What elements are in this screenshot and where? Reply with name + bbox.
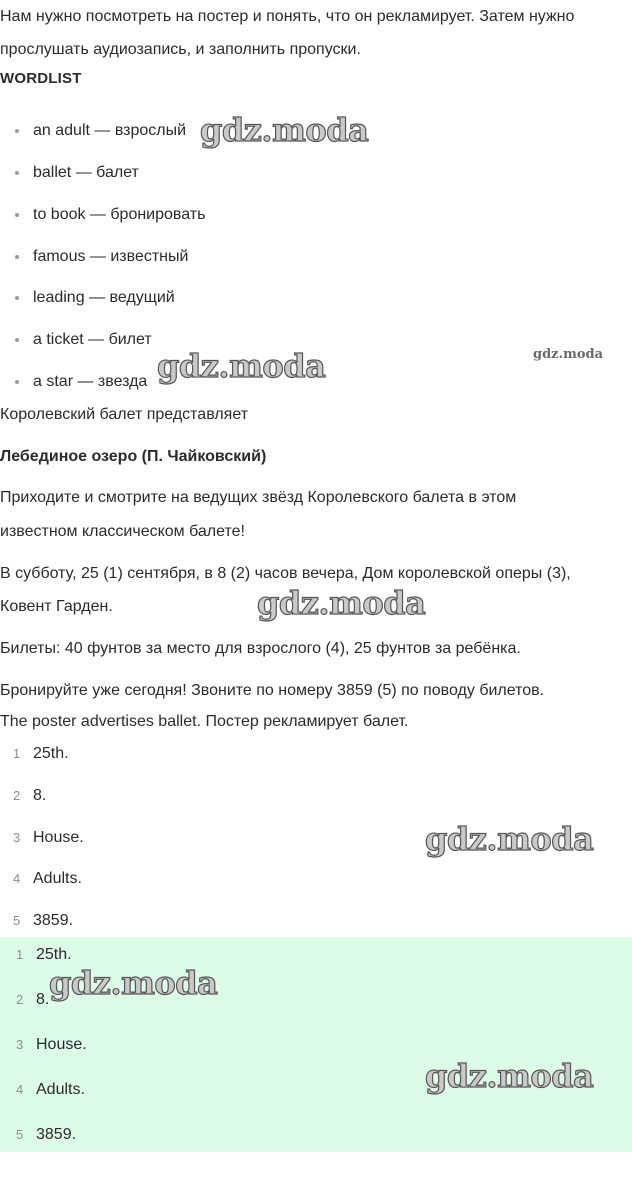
answer-text: 8.	[33, 787, 47, 804]
answer-number: 4	[16, 1082, 24, 1097]
watermark-logo: gdz.moda	[257, 584, 426, 622]
answer-number: 2	[13, 788, 21, 803]
answer-number: 3	[13, 830, 21, 845]
answer-number: 1	[13, 746, 21, 761]
answer-text: House.	[36, 1036, 87, 1053]
wordlist-item-text: an adult — взрослый	[33, 122, 187, 139]
wordlist-item-text: leading — ведущий	[33, 289, 175, 306]
watermark-logo: gdz.moda	[533, 347, 604, 362]
answer-intro: The poster advertises ballet. Постер рекламирует балет.	[0, 713, 409, 730]
bullet-icon	[15, 129, 19, 133]
answer-text: House.	[33, 829, 84, 846]
watermark-logo: gdz.moda	[49, 964, 218, 1002]
poster-invite-line-1: Приходите и смотрите на ведущих звёзд Королевского балета в этом	[0, 489, 517, 506]
poster-booking: Бронируйте уже сегодня! Звоните по номеру 3859 (5) по поводу билетов.	[0, 682, 545, 699]
poster-tickets: Билеты: 40 фунтов за место для взрослого (4), 25 фунтов за ребёнка.	[0, 640, 521, 657]
bullet-icon	[15, 213, 19, 217]
watermark-logo: gdz.moda	[425, 1057, 594, 1095]
wordlist-item-text: a ticket — билет	[33, 331, 152, 348]
bullet-icon	[15, 380, 19, 384]
bullet-icon	[15, 255, 19, 259]
wordlist-item-text: ballet — балет	[33, 164, 139, 181]
watermark-logo: gdz.moda	[425, 820, 594, 858]
answer-number: 5	[16, 1127, 24, 1142]
poster-date-line-1: В субботу, 25 (1) сентября, в 8 (2) часов вечера, Дом королевской оперы (3),	[0, 565, 571, 582]
answer-number: 3	[16, 1037, 24, 1052]
intro-line-2: прослушать аудиозапись, и заполнить пропуски.	[0, 41, 361, 58]
answer-text: Adults.	[36, 1081, 85, 1098]
watermark-logo: gdz.moda	[200, 111, 369, 149]
poster-date-line-2: Ковент Гарден.	[0, 598, 113, 615]
intro-line-1: Нам нужно посмотреть на постер и понять, что он рекламирует. Затем нужно	[0, 8, 575, 25]
bullet-icon	[15, 171, 19, 175]
answer-number: 1	[16, 947, 24, 962]
wordlist-item-text: famous — известный	[33, 248, 189, 265]
answer-text: 3859.	[36, 1126, 77, 1143]
wordlist-title: WORDLIST	[0, 70, 82, 87]
answer-text: 8.	[36, 991, 50, 1008]
answer-text: Adults.	[33, 870, 82, 887]
watermark-logo: gdz.moda	[157, 347, 326, 385]
wordlist-item-text: to book — бронировать	[33, 206, 206, 223]
poster-title: Лебединое озеро (П. Чайковский)	[0, 448, 267, 465]
answer-number: 2	[16, 992, 24, 1007]
answer-number: 5	[13, 913, 21, 928]
answer-number: 4	[13, 871, 21, 886]
answer-text: 25th.	[36, 946, 72, 963]
poster-invite-line-2: известном классическом балете!	[0, 523, 245, 540]
bullet-icon	[15, 296, 19, 300]
poster-presents: Королевский балет представляет	[0, 406, 249, 423]
answer-text: 25th.	[33, 745, 69, 762]
wordlist-item-text: a star — звезда	[33, 373, 148, 390]
bullet-icon	[15, 338, 19, 342]
answer-text: 3859.	[33, 912, 74, 929]
